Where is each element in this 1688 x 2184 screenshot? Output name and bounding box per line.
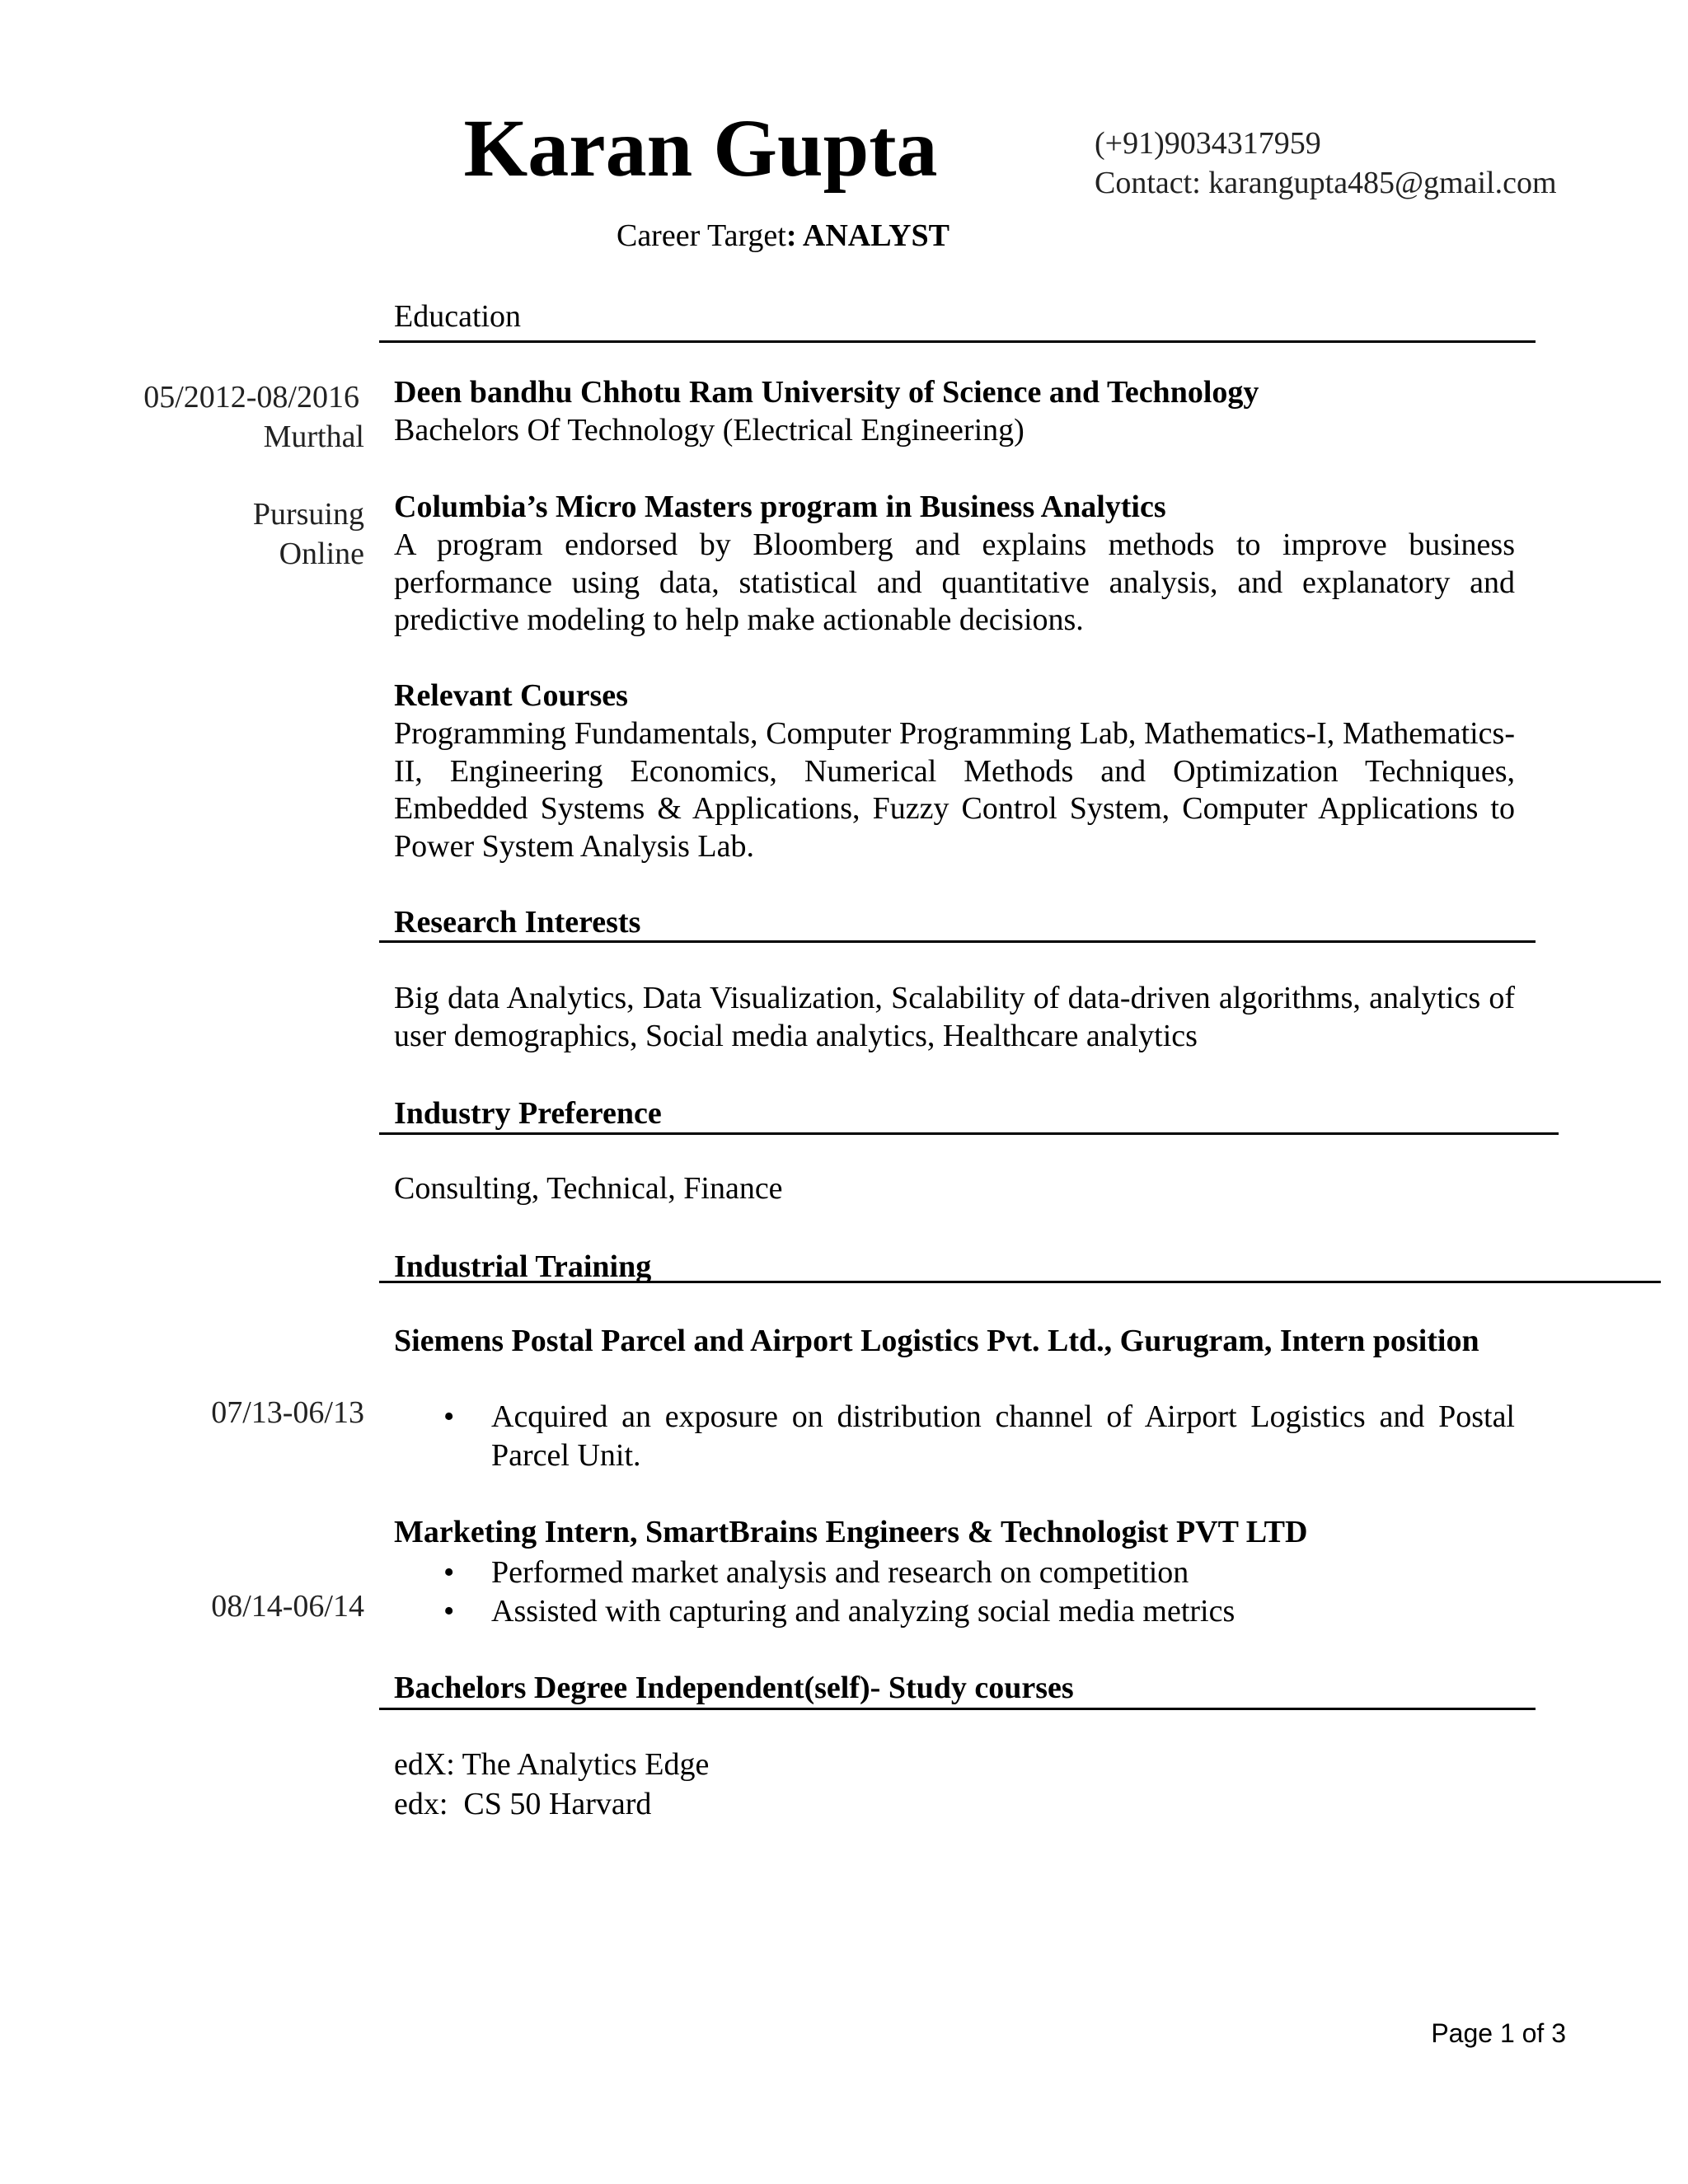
education-location: Murthal [263, 419, 364, 454]
bullet-icon: • [443, 1594, 455, 1629]
section-title-education: Education [394, 299, 522, 334]
training-heading: Marketing Intern, SmartBrains Engineers & Technologist PVT LTD [394, 1515, 1308, 1549]
contact-email: Contact: karangupta485@gmail.com [1095, 166, 1557, 200]
training-dates: 07/13-06/13 [211, 1395, 364, 1430]
section-rule [379, 340, 1536, 343]
training-heading: Siemens Postal Parcel and Airport Logistics Pvt. Ltd., Gurugram, Intern position [394, 1324, 1479, 1358]
training-bullet [394, 1592, 1515, 1631]
bullet-icon: • [443, 1399, 455, 1434]
career-target-value: : ANALYST [785, 218, 950, 253]
training-bullet-text: Acquired an exposure on distribution channel of Airport Logistics and Postal Parcel Unit. [491, 1399, 1515, 1473]
training-bullet [394, 1398, 1515, 1475]
training-bullet [394, 1554, 1515, 1592]
self-study-item: edX: The Analytics Edge [394, 1747, 710, 1782]
section-title-research: Research Interests [394, 905, 641, 940]
institution-name: Deen bandhu Chhotu Ram University of Science and Technology [394, 375, 1259, 410]
section-title-training: Industrial Training [394, 1249, 652, 1284]
section-title-self-study: Bachelors Degree Independent(self)- Study courses [394, 1671, 1074, 1705]
section-rule [379, 1281, 1661, 1283]
page-number: Page 1 of 3 [1431, 2018, 1566, 2048]
training-dates: 08/14-06/14 [211, 1589, 364, 1624]
program-location: Online [279, 537, 364, 571]
training-bullet-text: Performed market analysis and research on competition [491, 1555, 1189, 1590]
program-name: Columbia’s Micro Masters program in Business Analytics [394, 490, 1166, 524]
training-bullet-list [394, 1398, 1515, 1475]
candidate-name: Karan Gupta [463, 102, 938, 194]
degree-name: Bachelors Of Technology (Electrical Engineering) [394, 413, 1025, 448]
section-title-industry: Industry Preference [394, 1096, 662, 1131]
program-status: Pursuing [252, 497, 364, 532]
relevant-courses-title: Relevant Courses [394, 678, 628, 713]
research-interests-text: Big data Analytics, Data Visualization, Scalability of data-driven algorithms, analytics of user demographics, Social media analytics, Healthcare analytics [394, 981, 1515, 1053]
industry-preference-text: Consulting, Technical, Finance [394, 1171, 783, 1206]
training-bullet-text: Assisted with capturing and analyzing social media metrics [491, 1594, 1236, 1629]
phone-number: (+91)9034317959 [1095, 126, 1321, 161]
section-rule [379, 1708, 1536, 1710]
relevant-courses-list: Programming Fundamentals, Computer Programming Lab, Mathematics-I, Mathematics-II, Engineering Economics, Numerical Methods and Optimization Techniques, Embedded Systems & Applications, Fuzzy Control System, Computer Applications to Power System Analysis Lab. [394, 716, 1515, 864]
career-target-label: Career Target [616, 218, 786, 253]
self-study-item: edx: CS 50 Harvard [394, 1787, 652, 1821]
education-dates: 05/2012-08/2016 [143, 380, 359, 415]
career-target [495, 216, 1071, 255]
program-description: A program endorsed by Bloomberg and explains methods to improve business performance using data, statistical and quantitative analysis, and explanatory and predictive modeling to help make actionable decisions. [394, 527, 1515, 637]
section-rule [379, 1132, 1559, 1135]
bullet-icon: • [443, 1555, 455, 1590]
section-rule [379, 940, 1536, 943]
training-bullet-list [394, 1554, 1515, 1631]
